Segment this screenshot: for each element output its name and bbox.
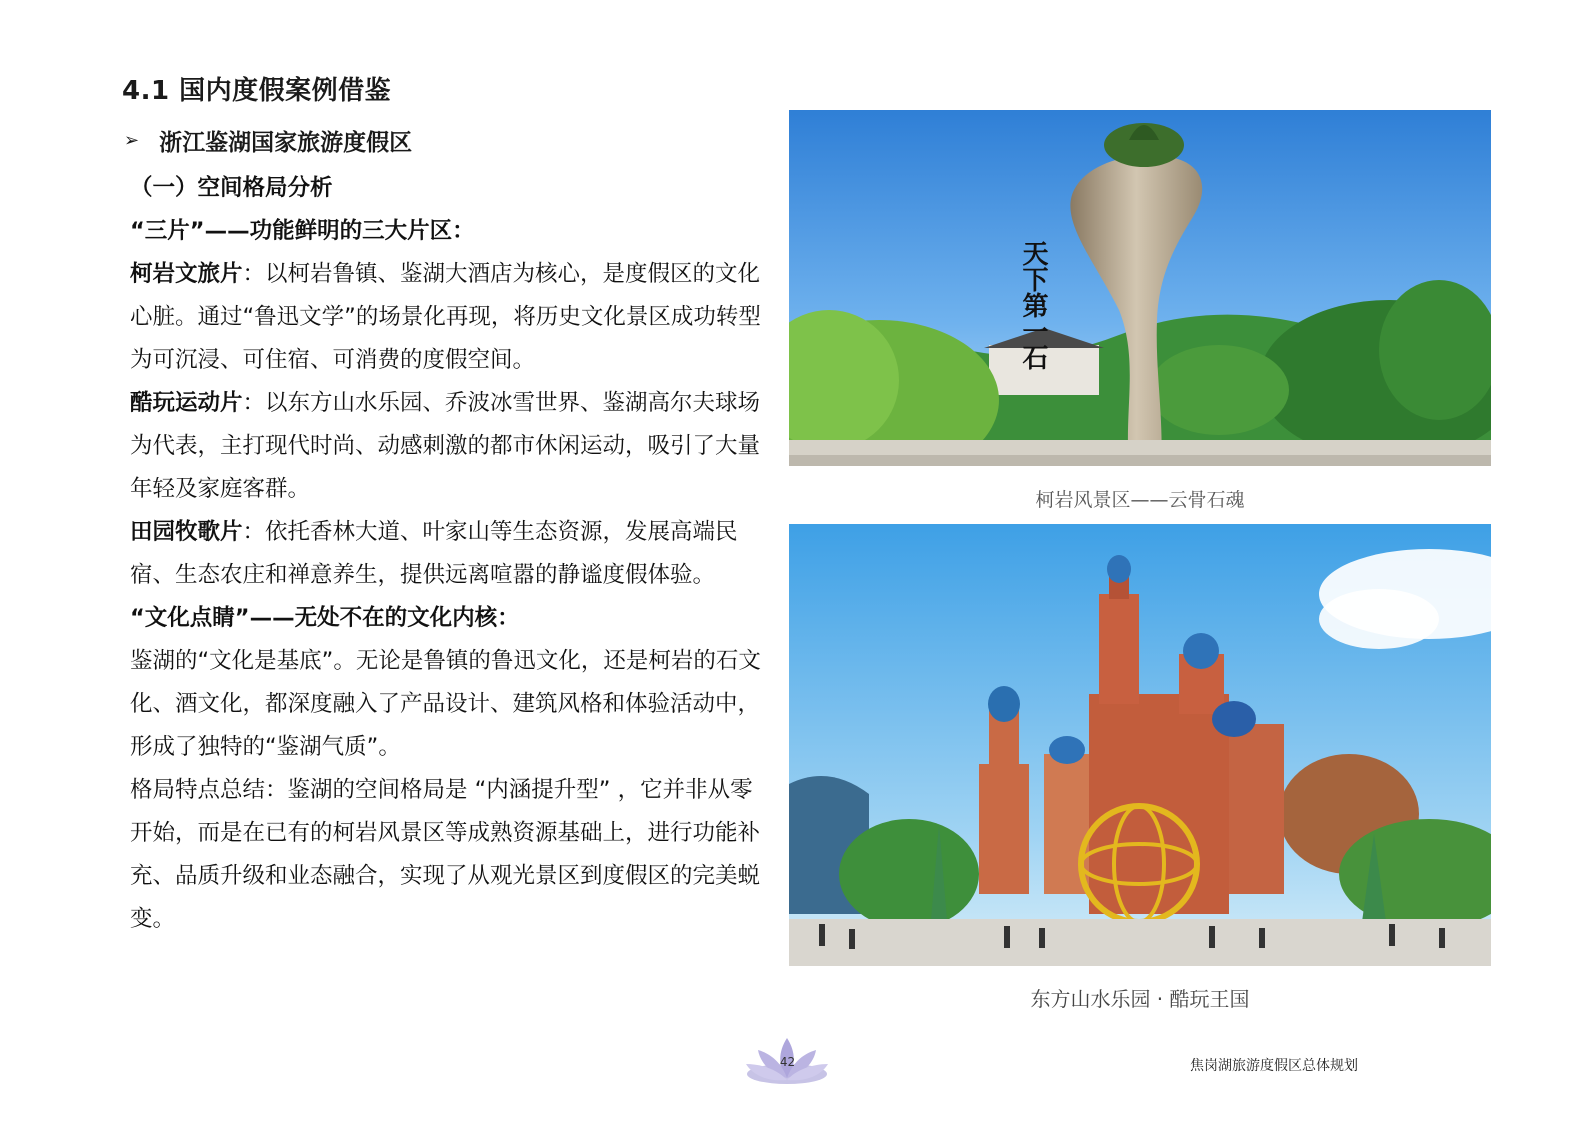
zone-paragraph-3: 田园牧歌片：依托香林大道、叶家山等生态资源，发展高端民宿、生态农庄和禅意养生，提供远离喧嚣的静谧度假体验。 [130,519,738,588]
photo-caption-2: 东方山水乐园 · 酷玩王国 [1030,987,1250,1011]
heading-culture: “文化点睛”——无处不在的文化内核： [130,605,520,631]
section-title: 4.1 国内度假案例借鉴 [122,76,392,106]
zone-name-1: 柯岩文旅片 [130,261,243,287]
page-number: 42 [779,1055,796,1069]
case-title-text: 浙江鉴湖国家旅游度假区 [159,130,413,156]
zone-text-3: 依托香林大道、叶家山等生态资源，发展高端民宿、生态农庄和禅意养生，提供远离喧嚣的静谧度假体验。 [130,519,738,588]
case-title [124,124,412,157]
photo-caption-1: 柯岩风景区——云骨石魂 [1035,489,1245,511]
heading-three-zones: “三片”——功能鲜明的三大片区： [130,218,475,244]
culture-paragraph: 鉴湖的“文化是基底”。无论是鲁镇的鲁迅文化，还是柯岩的石文化、酒文化，都深度融入了产品设计、建筑风格和体验活动中，形成了独特的“鉴湖气质”。 [130,648,761,760]
summary-paragraph: 格局特点总结：鉴湖的空间格局是 “内涵提升型” ，它并非从零开始，而是在已有的柯岩风景区等成熟资源基础上，进行功能补充、品质升级和业态融合，实现了从观光景区到度假区的完美蜕变。 [130,777,761,932]
zone-text-1: 以柯岩鲁镇、鉴湖大酒店为核心，是度假区的文化心脏。通过“鲁迅文学”的场景化再现，将历史文化景区成功转型为可沉浸、可住宿、可消费的度假空间。 [130,261,761,373]
zone-paragraph-2: 酷玩运动片：以东方山水乐园、乔波冰雪世界、鉴湖高尔夫球场为代表，主打现代时尚、动感刺激的都市休闲运动，吸引了大量年轻及家庭客群。 [130,390,761,502]
arrow-right-icon: ➢ [124,130,140,151]
zone-name-2: 酷玩运动片 [130,390,243,416]
zone-name-3: 田园牧歌片 [130,519,243,545]
footer-title: 焦岗湖旅游度假区总体规划 [1190,1058,1358,1074]
body-text [130,165,770,941]
photo-castle-park [789,524,1491,966]
rock-calligraphy: 天下第一石 [1018,240,1048,370]
photo-keyan-rock [789,110,1491,466]
zone-text-2: 以东方山水乐园、乔波冰雪世界、鉴湖高尔夫球场为代表，主打现代时尚、动感刺激的都市休闲运动，吸引了大量年轻及家庭客群。 [130,390,761,502]
subsection-heading: （一）空间格局分析 [130,175,333,201]
zone-paragraph-1: 柯岩文旅片：以柯岩鲁镇、鉴湖大酒店为核心，是度假区的文化心脏。通过“鲁迅文学”的场景化再现，将历史文化景区成功转型为可沉浸、可住宿、可消费的度假空间。 [130,261,761,373]
